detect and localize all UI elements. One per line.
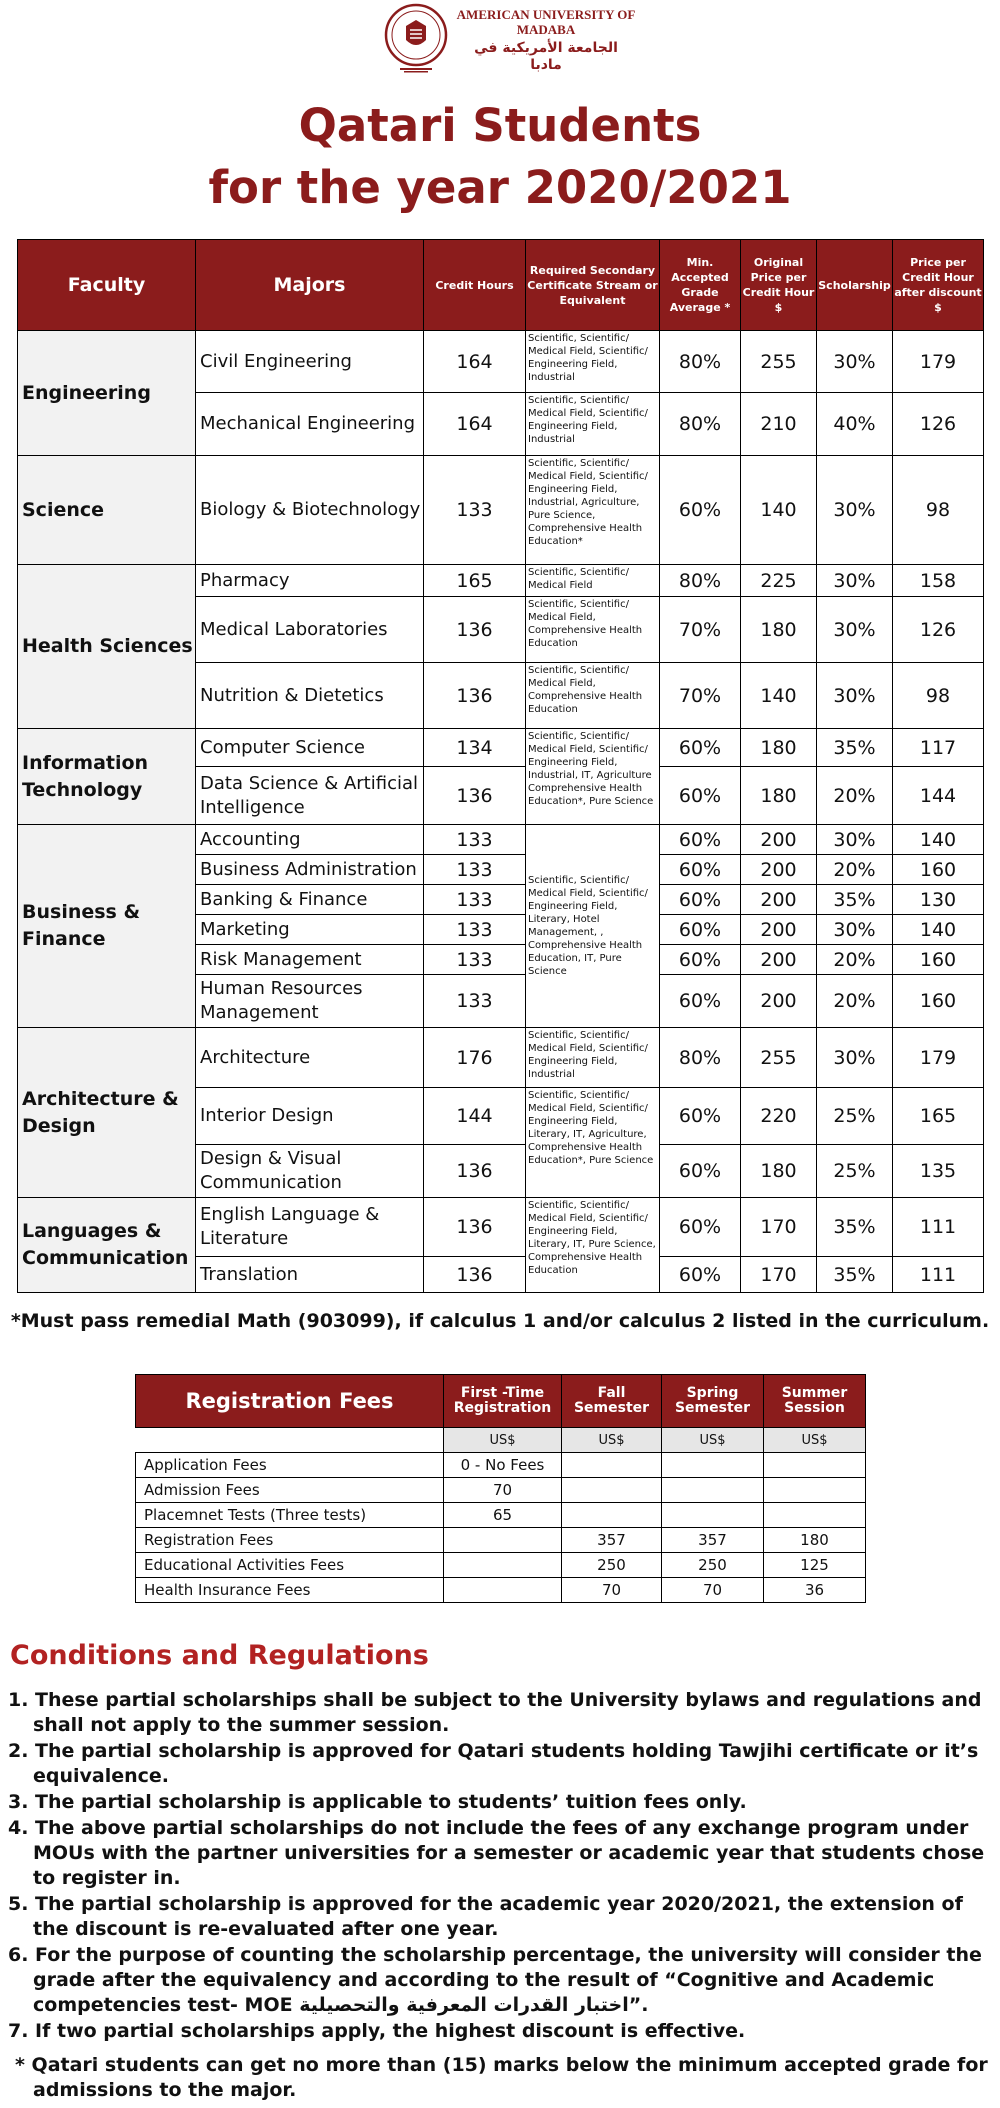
- header-scholarship: Scholarship: [817, 240, 893, 331]
- scholarship: 30%: [817, 597, 893, 663]
- major-name: Architecture: [196, 1028, 424, 1088]
- fee-summer: [764, 1478, 866, 1503]
- price-after-discount: 140: [893, 915, 984, 945]
- fee-summer: 36: [764, 1578, 866, 1603]
- fee-spring: [662, 1503, 764, 1528]
- min-grade: 60%: [660, 1198, 741, 1257]
- scholarship: 30%: [817, 565, 893, 597]
- price-after-discount: 98: [893, 456, 984, 565]
- credit-hours: 133: [424, 456, 526, 565]
- fee-first-time: 65: [444, 1503, 562, 1528]
- major-name: Civil Engineering: [196, 331, 424, 393]
- major-name: Design & Visual Communication: [196, 1145, 424, 1198]
- fees-row: [136, 1528, 866, 1553]
- price-after-discount: 144: [893, 767, 984, 825]
- min-grade: 80%: [660, 331, 741, 393]
- credit-hours: 133: [424, 945, 526, 975]
- min-grade: 60%: [660, 855, 741, 885]
- major-name: Marketing: [196, 915, 424, 945]
- certificate-stream: Scientific, Scientific/ Medical Field, Scientific/ Engineering Field, Industrial, Agriculture, Pure Science, Comprehensive Health Education*: [526, 456, 660, 565]
- price-after-discount: 135: [893, 1145, 984, 1198]
- table-row: [18, 456, 984, 565]
- min-grade: 80%: [660, 393, 741, 456]
- fee-first-time: 0 - No Fees: [444, 1453, 562, 1478]
- min-grade: 60%: [660, 975, 741, 1028]
- fee-first-time: [444, 1528, 562, 1553]
- original-price: 180: [741, 729, 817, 767]
- condition-item: 3. The partial scholarship is applicable to students’ tuition fees only.: [8, 1791, 747, 1813]
- scholarship: 20%: [817, 945, 893, 975]
- original-price: 180: [741, 1145, 817, 1198]
- header-price-after: Price per Credit Hour after discount $: [893, 240, 984, 331]
- major-name: Business Administration: [196, 855, 424, 885]
- faculty-languages-communication: Languages & Communication: [18, 1198, 196, 1293]
- faculty-architecture-design: Architecture & Design: [18, 1028, 196, 1198]
- major-name: Banking & Finance: [196, 885, 424, 915]
- fees-currency-spacer: [136, 1428, 444, 1453]
- credit-hours: 164: [424, 331, 526, 393]
- scholarship: 20%: [817, 975, 893, 1028]
- grade-footnote: * Qatari students can get no more than (15) marks below the minimum accepted grade for admissions to the major.: [15, 2054, 988, 2101]
- math-remedial-note: *Must pass remedial Math (903099), if calculus 1 and/or calculus 2 listed in the curriculum.: [10, 1310, 990, 1332]
- scholarship: 30%: [817, 456, 893, 565]
- certificate-stream: Scientific, Scientific/ Medical Field, Scientific/ Engineering Field, Industrial, IT, Agriculture Comprehensive Health Education*, Pure Science: [526, 729, 660, 825]
- page-title-line1: Qatari Students: [298, 99, 702, 152]
- price-after-discount: 160: [893, 975, 984, 1028]
- price-after-discount: 98: [893, 663, 984, 729]
- fees-row: [136, 1503, 866, 1528]
- fee-first-time: [444, 1578, 562, 1603]
- original-price: 200: [741, 855, 817, 885]
- credit-hours: 136: [424, 1145, 526, 1198]
- fee-summer: [764, 1503, 866, 1528]
- currency-label: US$: [562, 1428, 662, 1453]
- min-grade: 60%: [660, 1257, 741, 1293]
- min-grade: 70%: [660, 597, 741, 663]
- header-majors: Majors: [196, 240, 424, 331]
- major-name: Medical Laboratories: [196, 597, 424, 663]
- table-row: [18, 1028, 984, 1088]
- fee-first-time: [444, 1553, 562, 1578]
- scholarship: 30%: [817, 663, 893, 729]
- fee-spring: 70: [662, 1578, 764, 1603]
- scholarship: 35%: [817, 1257, 893, 1293]
- original-price: 225: [741, 565, 817, 597]
- credit-hours: 136: [424, 597, 526, 663]
- fees-col-fall: Fall Semester: [562, 1375, 662, 1428]
- major-name: English Language & Literature: [196, 1198, 424, 1257]
- currency-label: US$: [764, 1428, 866, 1453]
- university-name-en: AMERICAN UNIVERSITY OF MADABA: [456, 7, 636, 37]
- fees-col-spring: Spring Semester: [662, 1375, 764, 1428]
- table-header-row: [18, 240, 984, 331]
- credit-hours: 136: [424, 663, 526, 729]
- header-certificate: Required Secondary Certificate Stream or Equivalent: [526, 240, 660, 331]
- major-name: Interior Design: [196, 1088, 424, 1145]
- fee-fall: 70: [562, 1578, 662, 1603]
- original-price: 200: [741, 885, 817, 915]
- conditions-title: Conditions and Regulations: [10, 1640, 429, 1671]
- credit-hours: 164: [424, 393, 526, 456]
- currency-label: US$: [662, 1428, 764, 1453]
- faculty-engineering: Engineering: [18, 331, 196, 456]
- university-seal-icon: [382, 2, 450, 74]
- min-grade: 60%: [660, 1145, 741, 1198]
- registration-fees-table: [135, 1374, 866, 1603]
- fee-label: Registration Fees: [136, 1528, 444, 1553]
- original-price: 200: [741, 975, 817, 1028]
- min-grade: 60%: [660, 825, 741, 855]
- price-after-discount: 165: [893, 1088, 984, 1145]
- currency-label: US$: [444, 1428, 562, 1453]
- certificate-stream: Scientific, Scientific/ Medical Field, Scientific/ Engineering Field, Industrial: [526, 1028, 660, 1088]
- fee-summer: 180: [764, 1528, 866, 1553]
- scholarship: 35%: [817, 729, 893, 767]
- price-after-discount: 158: [893, 565, 984, 597]
- certificate-stream: Scientific, Scientific/ Medical Field, Scientific/ Engineering Field, Industrial: [526, 331, 660, 393]
- university-logo: [380, 0, 640, 80]
- min-grade: 60%: [660, 456, 741, 565]
- major-name: Data Science & Artificial Intelligence: [196, 767, 424, 825]
- major-name: Pharmacy: [196, 565, 424, 597]
- scholarship: 40%: [817, 393, 893, 456]
- original-price: 140: [741, 456, 817, 565]
- fee-spring: 250: [662, 1553, 764, 1578]
- price-after-discount: 111: [893, 1198, 984, 1257]
- header-faculty: Faculty: [18, 240, 196, 331]
- major-name: Computer Science: [196, 729, 424, 767]
- fees-row: [136, 1578, 866, 1603]
- min-grade: 60%: [660, 915, 741, 945]
- condition-item: 2. The partial scholarship is approved for Qatari students holding Tawjihi certificate or it’s equivalence.: [8, 1740, 979, 1787]
- original-price: 210: [741, 393, 817, 456]
- credit-hours: 176: [424, 1028, 526, 1088]
- fees-row: [136, 1453, 866, 1478]
- credit-hours: 133: [424, 885, 526, 915]
- credit-hours: 136: [424, 1257, 526, 1293]
- credit-hours: 133: [424, 825, 526, 855]
- original-price: 200: [741, 945, 817, 975]
- condition-item: 1. These partial scholarships shall be subject to the University bylaws and regulations and shall not apply to the summer session.: [8, 1689, 982, 1736]
- credit-hours: 165: [424, 565, 526, 597]
- fees-row: [136, 1478, 866, 1503]
- fee-fall: [562, 1478, 662, 1503]
- fee-spring: [662, 1478, 764, 1503]
- faculty-health-sciences: Health Sciences: [18, 565, 196, 729]
- major-name: Accounting: [196, 825, 424, 855]
- major-name: Biology & Biotechnology: [196, 456, 424, 565]
- scholarship: 20%: [817, 855, 893, 885]
- condition-item: 7. If two partial scholarships apply, the highest discount is effective.: [8, 2020, 746, 2042]
- scholarship: 30%: [817, 331, 893, 393]
- original-price: 170: [741, 1257, 817, 1293]
- credit-hours: 144: [424, 1088, 526, 1145]
- price-after-discount: 130: [893, 885, 984, 915]
- min-grade: 60%: [660, 885, 741, 915]
- fees-col-summer: Summer Session: [764, 1375, 866, 1428]
- header-min-grade: Min. Accepted Grade Average *: [660, 240, 741, 331]
- min-grade: 80%: [660, 565, 741, 597]
- price-after-discount: 179: [893, 1028, 984, 1088]
- certificate-stream: Scientific, Scientific/ Medical Field: [526, 565, 660, 597]
- fees-row: [136, 1553, 866, 1578]
- credit-hours: 133: [424, 975, 526, 1028]
- fee-spring: [662, 1453, 764, 1478]
- credit-hours: 136: [424, 767, 526, 825]
- original-price: 140: [741, 663, 817, 729]
- original-price: 180: [741, 597, 817, 663]
- condition-item: 4. The above partial scholarships do not include the fees of any exchange program under MOUs with the partner universities for a semester or academic year that students chose to register in.: [8, 1817, 985, 1889]
- table-row: [18, 1198, 984, 1257]
- original-price: 180: [741, 767, 817, 825]
- credit-hours: 133: [424, 915, 526, 945]
- scholarship: 25%: [817, 1145, 893, 1198]
- faculty-business-finance: Business & Finance: [18, 825, 196, 1028]
- price-after-discount: 126: [893, 393, 984, 456]
- certificate-stream: Scientific, Scientific/ Medical Field, Scientific/ Engineering Field, Literary, IT, Pure Science, Comprehensive Health Education: [526, 1198, 660, 1293]
- certificate-stream: Scientific, Scientific/ Medical Field, Scientific/ Engineering Field, Literary, Hotel Management, , Comprehensive Health Education, IT, Pure Science: [526, 825, 660, 1028]
- scholarship: 30%: [817, 1028, 893, 1088]
- original-price: 200: [741, 915, 817, 945]
- fees-title: Registration Fees: [136, 1375, 444, 1428]
- min-grade: 80%: [660, 1028, 741, 1088]
- credit-hours: 134: [424, 729, 526, 767]
- header-original-price: Original Price per Credit Hour $: [741, 240, 817, 331]
- table-row: [18, 331, 984, 393]
- condition-item: 5. The partial scholarship is approved for the academic year 2020/2021, the extension of the discount is re-evaluated after one year.: [8, 1893, 963, 1940]
- faculty-science: Science: [18, 456, 196, 565]
- min-grade: 60%: [660, 945, 741, 975]
- fee-fall: [562, 1503, 662, 1528]
- fee-label: Educational Activities Fees: [136, 1553, 444, 1578]
- scholarship: 20%: [817, 767, 893, 825]
- fee-fall: [562, 1453, 662, 1478]
- majors-table: [17, 239, 984, 1293]
- min-grade: 60%: [660, 767, 741, 825]
- min-grade: 70%: [660, 663, 741, 729]
- min-grade: 60%: [660, 1088, 741, 1145]
- certificate-stream: Scientific, Scientific/ Medical Field, Scientific/ Engineering Field, Industrial: [526, 393, 660, 456]
- fee-spring: 357: [662, 1528, 764, 1553]
- fee-label: Placemnet Tests (Three tests): [136, 1503, 444, 1528]
- header-credit-hours: Credit Hours: [424, 240, 526, 331]
- table-row: [18, 565, 984, 597]
- original-price: 255: [741, 1028, 817, 1088]
- fee-summer: 125: [764, 1553, 866, 1578]
- min-grade: 60%: [660, 729, 741, 767]
- faculty-information-technology: Information Technology: [18, 729, 196, 825]
- major-name: Mechanical Engineering: [196, 393, 424, 456]
- credit-hours: 136: [424, 1198, 526, 1257]
- condition-item: 6. For the purpose of counting the scholarship percentage, the university will consider the grade after the equivalency and according to the result of “Cognitive and Academic competencies test- MOE اختبار القدرات المعرفية والتحصيلية”.: [8, 1944, 982, 2016]
- fee-label: Application Fees: [136, 1453, 444, 1478]
- fee-label: Health Insurance Fees: [136, 1578, 444, 1603]
- fee-summer: [764, 1453, 866, 1478]
- major-name: Nutrition & Dietetics: [196, 663, 424, 729]
- table-row: [18, 825, 984, 855]
- original-price: 220: [741, 1088, 817, 1145]
- conditions-list: [8, 1688, 998, 2045]
- page-title-line2: for the year 2020/2021: [208, 161, 792, 214]
- scholarship: 25%: [817, 1088, 893, 1145]
- major-name: Translation: [196, 1257, 424, 1293]
- major-name: Risk Management: [196, 945, 424, 975]
- certificate-stream: Scientific, Scientific/ Medical Field, Comprehensive Health Education: [526, 597, 660, 663]
- price-after-discount: 140: [893, 825, 984, 855]
- university-name-ar: الجامعة الأمريكية في مادبا: [474, 40, 618, 73]
- original-price: 170: [741, 1198, 817, 1257]
- fees-col-first-time: First -Time Registration: [444, 1375, 562, 1428]
- price-after-discount: 179: [893, 331, 984, 393]
- price-after-discount: 117: [893, 729, 984, 767]
- fee-label: Admission Fees: [136, 1478, 444, 1503]
- fee-fall: 357: [562, 1528, 662, 1553]
- original-price: 200: [741, 825, 817, 855]
- major-name: Human Resources Management: [196, 975, 424, 1028]
- price-after-discount: 126: [893, 597, 984, 663]
- scholarship: 35%: [817, 1198, 893, 1257]
- fee-fall: 250: [562, 1553, 662, 1578]
- fee-first-time: 70: [444, 1478, 562, 1503]
- scholarship: 30%: [817, 825, 893, 855]
- price-after-discount: 160: [893, 855, 984, 885]
- scholarship: 35%: [817, 885, 893, 915]
- table-row: [18, 729, 984, 767]
- price-after-discount: 160: [893, 945, 984, 975]
- price-after-discount: 111: [893, 1257, 984, 1293]
- original-price: 255: [741, 331, 817, 393]
- certificate-stream: Scientific, Scientific/ Medical Field, Comprehensive Health Education: [526, 663, 660, 729]
- fees-header-row: [136, 1375, 866, 1428]
- certificate-stream: Scientific, Scientific/ Medical Field, Scientific/ Engineering Field, Literary, IT, Agriculture, Comprehensive Health Education*, Pure Science: [526, 1088, 660, 1198]
- fees-currency-row: [136, 1428, 866, 1453]
- scholarship: 30%: [817, 915, 893, 945]
- credit-hours: 133: [424, 855, 526, 885]
